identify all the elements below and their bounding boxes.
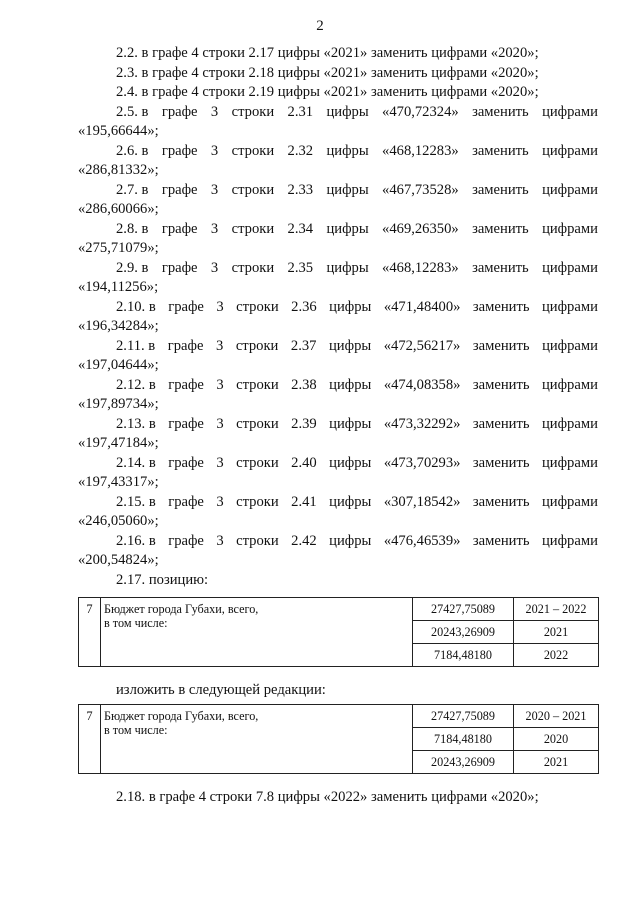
document-body [78,44,598,590]
old-amount-2: 7184,48180 [413,644,514,667]
item-2-13: 2.13. в графе 3 строки 2.39 цифры «473,32292» заменить цифрами «197,47184»; [78,415,598,451]
item-2-7: 2.7. в графе 3 строки 2.33 цифры «467,73528» заменить цифрами «286,60066»; [78,181,598,217]
old-year-1: 2021 [514,621,599,644]
new-year-1: 2020 [514,728,599,751]
new-amount-total: 27427,75089 [413,705,514,728]
old-year-total: 2021 – 2022 [514,598,599,621]
new-description: Бюджет города Губахи, всего, в том числе: [101,705,413,774]
page-number: 2 [316,18,324,34]
item-2-18: 2.18. в графе 4 строки 7.8 цифры «2022» заменить цифрами «2020»; [116,789,539,805]
old-year-2: 2022 [514,644,599,667]
item-2-3: 2.3. в графе 4 строки 2.18 цифры «2021» заменить цифрами «2020»; [116,64,539,81]
new-edition-label: изложить в следующей редакции: [116,682,326,698]
new-year-total: 2020 – 2021 [514,705,599,728]
old-amount-1: 20243,26909 [413,621,514,644]
item-2-4: 2.4. в графе 4 строки 2.19 цифры «2021» заменить цифрами «2020»; [116,84,539,100]
old-amount-total: 27427,75089 [413,598,514,621]
item-2-6: 2.6. в графе 3 строки 2.32 цифры «468,12283» заменить цифрами «286,81332»; [78,142,598,178]
item-2-15: 2.15. в графе 3 строки 2.41 цифры «307,18542» заменить цифрами «246,05060»; [78,493,598,529]
item-2-17-label: 2.17. позицию: [116,571,209,588]
old-row-number: 7 [79,598,101,667]
item-2-8: 2.8. в графе 3 строки 2.34 цифры «469,26350» заменить цифрами «275,71079»; [78,220,598,256]
new-amount-2: 20243,26909 [413,751,514,774]
new-amount-1: 7184,48180 [413,728,514,751]
new-row-number: 7 [79,705,101,774]
new-position-table [78,704,599,774]
item-2-12: 2.12. в графе 3 строки 2.38 цифры «474,08358» заменить цифрами «197,89734»; [78,376,598,412]
item-2-2: 2.2. в графе 4 строки 2.17 цифры «2021» заменить цифрами «2020»; [116,45,539,61]
old-position-table [78,597,599,667]
item-2-14: 2.14. в графе 3 строки 2.40 цифры «473,70293» заменить цифрами «197,43317»; [78,454,598,490]
new-year-2: 2021 [514,751,599,774]
item-2-5: 2.5. в графе 3 строки 2.31 цифры «470,72324» заменить цифрами «195,66644»; [78,103,598,139]
item-2-11: 2.11. в графе 3 строки 2.37 цифры «472,56217» заменить цифрами «197,04644»; [78,337,598,373]
item-2-10: 2.10. в графе 3 строки 2.36 цифры «471,48400» заменить цифрами «196,34284»; [78,298,598,334]
item-2-9: 2.9. в графе 3 строки 2.35 цифры «468,12283» заменить цифрами «194,11256»; [78,259,598,295]
item-2-16: 2.16. в графе 3 строки 2.42 цифры «476,46539» заменить цифрами «200,54824»; [78,532,598,568]
old-description: Бюджет города Губахи, всего, в том числе: [101,598,413,667]
